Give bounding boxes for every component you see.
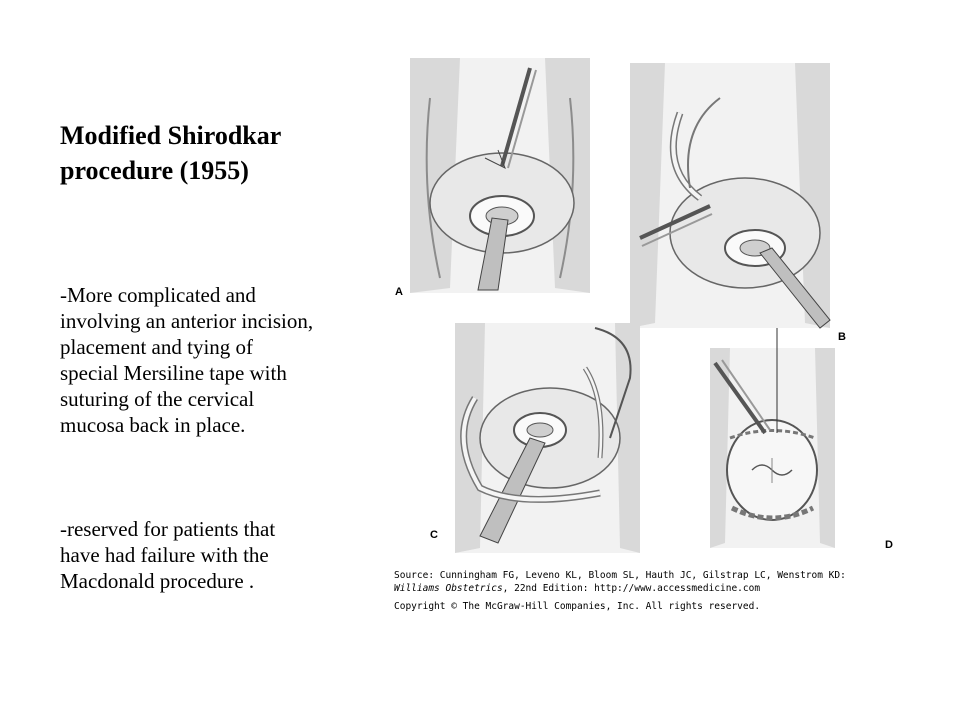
source-line: Source: Cunningham FG, Leveno KL, Bloom SL, Hauth JC, Gilstrap LC, Wenstrom KD:: [394, 570, 846, 581]
panel-a-illustration: [410, 58, 590, 293]
panel-label-a: A: [395, 286, 403, 298]
copyright-line: Copyright © The McGraw-Hill Companies, Inc. All rights reserved.: [394, 601, 761, 612]
figure-source-caption: [394, 570, 914, 614]
panel-b-illustration: [630, 63, 830, 328]
description-paragraph: -More complicated and involving an anterior incision, placement and tying of special Mersiline tape with suturing of the cervical mucosa back in place.: [60, 283, 314, 437]
panel-label-d: D: [885, 539, 893, 551]
panel-c-illustration: [455, 323, 640, 553]
source-edition-line: [394, 583, 914, 596]
surgical-illustration: [380, 38, 920, 568]
indication-paragraph: -reserved for patients that have had failure with the Macdonald procedure .: [60, 517, 276, 593]
slide-title: Modified Shirodkar procedure (1955): [60, 121, 281, 185]
source-edition: , 22nd Edition: http://www.accessmedicine.com: [502, 582, 761, 594]
panel-d-illustration: [710, 328, 835, 548]
panel-label-c: C: [430, 529, 438, 541]
panel-label-b: B: [838, 331, 846, 343]
source-book-title: Williams Obstetrics: [394, 582, 503, 594]
